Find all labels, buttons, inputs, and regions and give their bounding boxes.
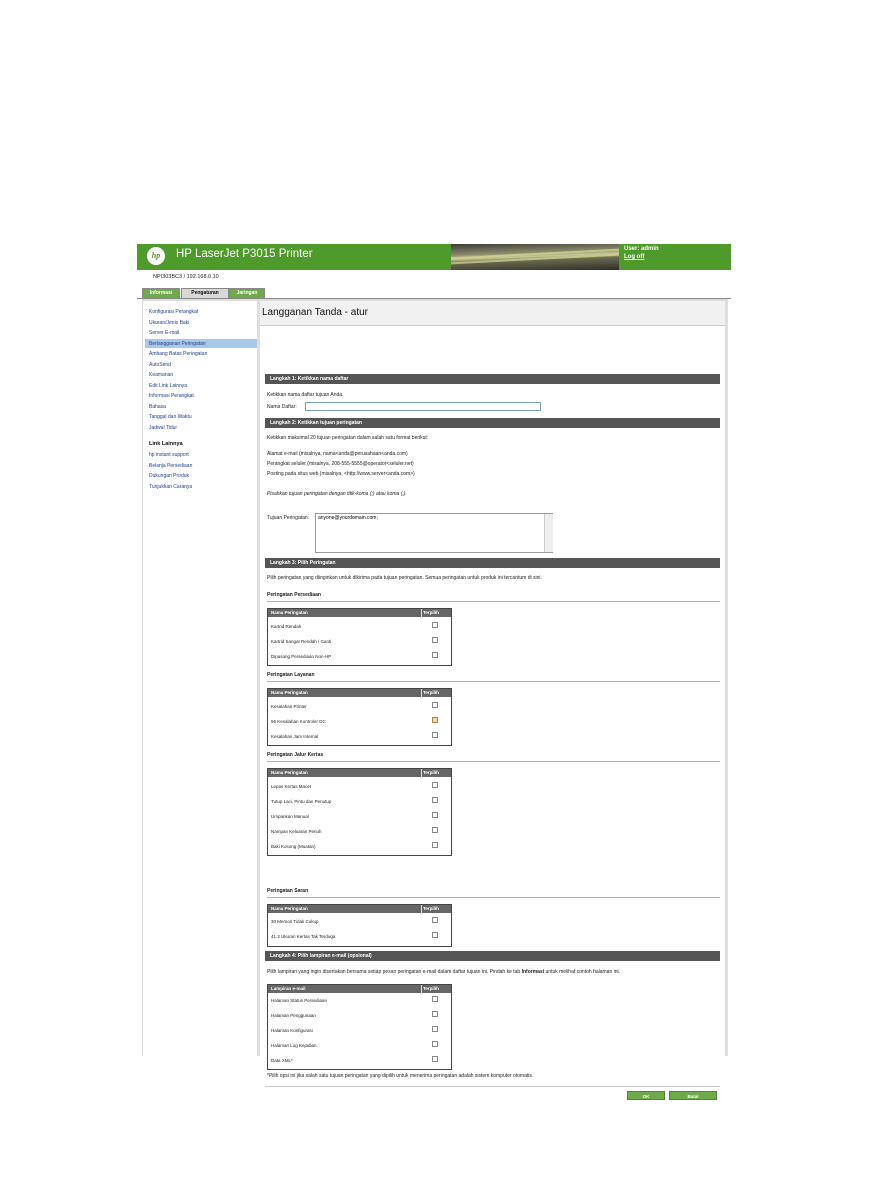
step2-header: Langkah 2: Ketikkan tujuan peringatan <box>265 418 720 428</box>
table-row-label: Halaman Status Persediaan <box>271 998 328 1003</box>
sidebar-item-ambang-batas-peringatan[interactable]: Ambang Batas Peringatan <box>149 351 208 357</box>
checkbox[interactable] <box>432 732 438 738</box>
format-mobile: Perangkat seluler (misalnya, 208-555-5555@operator<seluler.net) <box>267 461 414 467</box>
step3-header: Langkah 3: Pilih Peringatan <box>265 558 720 568</box>
sidebar-item-bahasa[interactable]: Bahasa <box>149 403 166 410</box>
step4-instruction <box>267 969 620 975</box>
table-row-label: Kesalahan Printer <box>271 704 307 709</box>
header-bar <box>137 244 731 270</box>
tab-informasi[interactable]: Informasi <box>142 288 180 298</box>
table-row-label: Baki Kosong (Muatan) <box>271 844 316 849</box>
step2-instruction: Ketikkan maksimal 20 tujuan peringatan dalam salah satu format berikut: <box>267 435 429 441</box>
group-rule <box>267 681 720 682</box>
step1-header: Langkah 1: Ketikkan nama daftar <box>265 374 720 384</box>
alerts-table-persediaan <box>267 608 452 666</box>
sidebar-item-keamanan[interactable]: Keamanan <box>149 372 174 378</box>
other-links-heading: Link Lainnya <box>149 441 183 447</box>
table-row-label: Kesalahan Jam Internal <box>271 734 319 739</box>
table-row-label: 41.3 Ukuran Kertas Tak Terduga <box>271 934 336 939</box>
checkbox[interactable] <box>432 932 438 938</box>
user-label: User: admin <box>624 246 659 252</box>
step4-instruction-tab: Informasi <box>521 969 545 975</box>
tab-pengaturan[interactable]: Pengaturan <box>181 288 229 298</box>
main-content <box>260 301 725 1099</box>
checkbox[interactable] <box>432 782 438 788</box>
checkbox[interactable] <box>432 917 438 923</box>
tab-jaringan[interactable]: Jaringan <box>229 288 265 298</box>
format-email: Alamat e-mail (misalnya, nama<anda@perusahaan<anda.com) <box>267 451 408 457</box>
table-row-label: Data XML* <box>271 1058 293 1063</box>
footer-divider <box>265 1086 720 1087</box>
col-terpilih: Terpilih <box>423 986 439 991</box>
sidebar-link-hp-instant-support[interactable]: hp instant support <box>149 452 189 458</box>
col-lampiran-email: Lampiran e-mail <box>271 986 306 991</box>
alerts-table-layanan <box>267 688 452 746</box>
cancel-button[interactable]: Batal <box>669 1091 717 1100</box>
checkbox[interactable] <box>432 842 438 848</box>
list-name-label: Nama Daftar: <box>267 404 297 410</box>
ok-button[interactable]: OK <box>627 1091 665 1100</box>
sidebar-link-tunjukkan-caranya[interactable]: Tunjukkan Caranya <box>149 483 193 490</box>
banner-image <box>451 244 619 270</box>
group-rule <box>267 761 720 762</box>
hp-logo: hp <box>147 247 165 265</box>
alerts-table-jalur-kertas <box>267 768 452 856</box>
user-area <box>624 245 659 261</box>
destinations-label: Tujuan Peringatan: <box>267 515 310 521</box>
textarea-scrollbar[interactable] <box>544 514 553 552</box>
checkbox[interactable] <box>432 652 438 658</box>
sidebar-item-edit-link-lainnya[interactable]: Edit Link Lainnya <box>149 382 188 389</box>
col-nama-peringatan: Nama Peringatan <box>271 906 308 911</box>
step4-header: Langkah 4: Pilih lampiran e-mail (opsional) <box>265 951 720 961</box>
group-title-layanan: Peringatan Layanan <box>267 672 315 678</box>
step3-instruction: Pilih peringatan yang diinginkan untuk dikirima pada tujuan peringatan. Semua peringatan untuk produk ini tercantum di sini. <box>267 575 542 581</box>
group-rule <box>267 601 720 602</box>
checkbox[interactable] <box>432 812 438 818</box>
table-row-label: Umpankan Manual <box>271 814 309 819</box>
col-terpilih: Terpilih <box>423 690 439 695</box>
table-header <box>268 689 451 697</box>
checkbox[interactable] <box>432 1026 438 1032</box>
checkbox[interactable] <box>432 702 438 708</box>
checkbox-checked[interactable] <box>432 717 438 723</box>
app-title: HP LaserJet P3015 Printer <box>176 248 313 260</box>
sidebar-item-konfigurasi-perangkat[interactable]: Konfigurasi Perangkat <box>149 309 199 315</box>
step1-instruction: Ketikkan nama daftar tujuan Anda. <box>267 392 344 398</box>
checkbox[interactable] <box>432 637 438 643</box>
step4-instruction-pre: Pilih lampiran yang ingin disertakan bersama setiap pesan peringatan e-mail dalam daftar tujuan ini. Pindah ke tab <box>267 969 522 975</box>
sidebar-item-autosend[interactable]: AutoSend <box>149 361 171 368</box>
attachments-table <box>267 984 452 1070</box>
checkbox[interactable] <box>432 827 438 833</box>
separator-note: Pisahkan tujuan peringatan dengan titik-koma (;) atau koma (,). <box>267 491 407 497</box>
step4-instruction-post: untuk melihat contoh halaman ini. <box>544 969 621 975</box>
checkbox[interactable] <box>432 797 438 803</box>
checkbox[interactable] <box>432 996 438 1002</box>
table-header <box>268 609 451 617</box>
col-terpilih: Terpilih <box>423 770 439 775</box>
embedded-web-server-window <box>137 244 731 1099</box>
alerts-table-saran <box>267 904 452 947</box>
list-name-input[interactable] <box>305 402 541 411</box>
col-terpilih: Terpilih <box>423 906 439 911</box>
table-header <box>268 905 451 913</box>
format-website: Posting pada situs web (misalnya, <http://www.server<anda.com>) <box>267 471 415 477</box>
table-header <box>268 985 451 993</box>
sidebar-item-server-email[interactable]: Server E-mail <box>149 330 180 336</box>
col-terpilih: Terpilih <box>423 610 439 615</box>
table-row-label: Halaman Penggunaan <box>271 1013 316 1018</box>
group-title-jalur-kertas: Peringatan Jalur Kertas <box>267 752 324 758</box>
table-row-label: 56 Kesalahan Kontroler DC <box>271 719 326 724</box>
checkbox[interactable] <box>432 1041 438 1047</box>
checkbox[interactable] <box>432 622 438 628</box>
table-row-label: Tutup Laci, Pintu dan Penutup <box>271 799 332 804</box>
table-row-label: 30 Memori Tidak Cukup <box>271 919 319 924</box>
group-title-persediaan: Peringatan Persediaan <box>267 592 321 598</box>
device-id: NPI303BC3 / 192.168.0.10 <box>153 274 219 280</box>
checkbox[interactable] <box>432 1056 438 1062</box>
page-title: Langganan Tanda - atur <box>262 307 369 318</box>
table-row-label: Kartrid Sangat Rendah / Ganti <box>271 639 332 644</box>
table-row-label: Dipasang Persediaan Non-HP <box>271 654 332 659</box>
sidebar <box>143 301 257 1056</box>
sidebar-item-jadwal-tidur[interactable]: Jadwal Tidur <box>149 424 178 431</box>
sidebar-item-ukuran-jenis-baki[interactable]: Ukuran/Jenis Baki <box>149 319 190 326</box>
sidebar-item-tanggal-dan-waktu[interactable]: Tanggal dan Waktu <box>149 414 192 420</box>
table-row-label: Nampan Keluaran Penuh <box>271 829 322 834</box>
col-nama-peringatan: Nama Peringatan <box>271 690 308 695</box>
sidebar-link-dukungan-produk[interactable]: Dukungan Produk <box>149 473 190 479</box>
group-rule <box>267 897 720 898</box>
checkbox[interactable] <box>432 1011 438 1017</box>
table-row-label: Kartrid Rendah <box>271 624 302 629</box>
destinations-textarea[interactable] <box>315 513 553 553</box>
logoff-link[interactable]: Log off <box>624 254 645 260</box>
step4-footnote: *Pilih opsi ini jika salah satu tujuan peringatan yang dipilih untuk menerima peringatan adalah sistem komputer otomatis. <box>267 1073 534 1079</box>
col-nama-peringatan: Nama Peringatan <box>271 770 308 775</box>
table-row-label: Halaman Konfigurasi <box>271 1028 313 1033</box>
col-nama-peringatan: Nama Peringatan <box>271 610 308 615</box>
table-row-label: Lepas Kertas Macet <box>271 784 312 789</box>
table-row-label: Halaman Log Kejadian <box>271 1043 317 1048</box>
sidebar-item-berlangganan-peringatan[interactable]: Berlangganan Peringatan <box>149 340 206 347</box>
sidebar-item-informasi-perangkat[interactable]: Informasi Perangkat <box>149 393 194 399</box>
group-title-saran: Peringatan Saran <box>267 888 309 894</box>
table-header <box>268 769 451 777</box>
sidebar-link-belanja-persediaan[interactable]: Belanja Persediaan <box>149 462 193 469</box>
